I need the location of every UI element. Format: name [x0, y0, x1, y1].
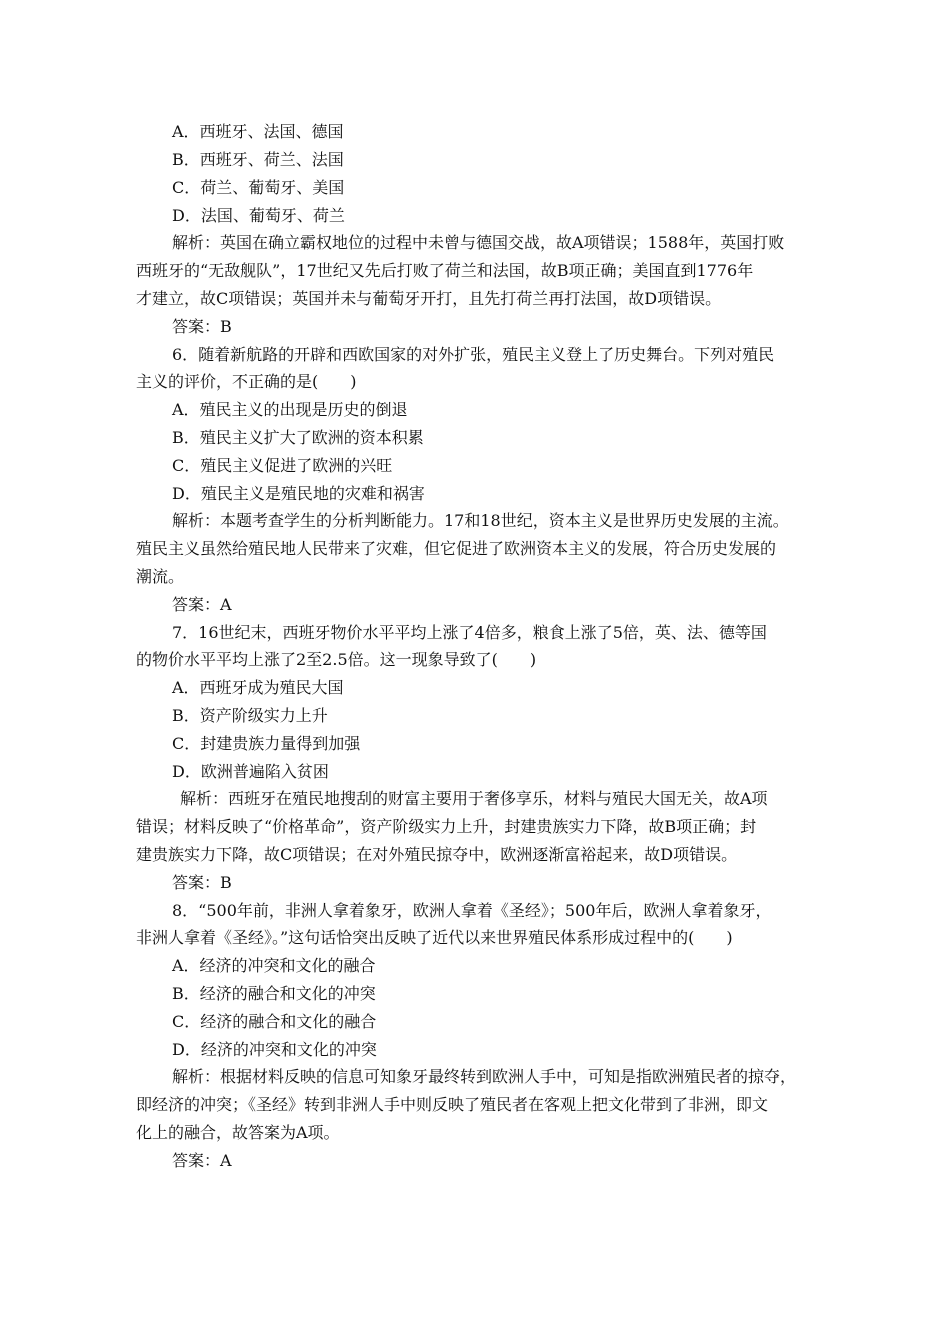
q8-stem-line-1: 8．“500年前，非洲人拿着象牙，欧洲人拿着《圣经》；500年后，欧洲人拿着象牙， — [172, 901, 772, 920]
q8-analysis-line-1: 解析：根据材料反映的信息可知象牙最终转到欧洲人手中，可知是指欧洲殖民者的掠夺， — [172, 1067, 797, 1086]
q6-option-b: B．殖民主义扩大了欧洲的资本积累 — [172, 428, 424, 447]
q5-option-a: A．西班牙、法国、德国 — [172, 122, 344, 141]
q5-analysis-line-2: 西班牙的“无敌舰队”，17世纪又先后打败了荷兰和法国，故B项正确；美国直到1776年 — [136, 261, 754, 280]
q5-option-c: C．荷兰、葡萄牙、美国 — [172, 178, 345, 197]
q7-stem-line-2: 的物价水平平均上涨了2至2.5倍。这一现象导致了( ) — [136, 650, 537, 669]
q5-analysis-line-1: 解析：英国在确立霸权地位的过程中未曾与德国交战，故A项错误；1588年，英国打败 — [172, 233, 785, 252]
q7-option-a: A．西班牙成为殖民大国 — [172, 678, 344, 697]
q8-option-c: C．经济的融合和文化的融合 — [172, 1012, 377, 1031]
q7-option-b: B．资产阶级实力上升 — [172, 706, 328, 725]
q7-analysis-line-3: 建贵族实力下降，故C项错误；在对外殖民掠夺中，欧洲逐渐富裕起来，故D项错误。 — [136, 845, 738, 864]
q7-stem-line-1: 7．16世纪末，西班牙物价水平平均上涨了4倍多，粮食上涨了5倍，英、法、德等国 — [172, 623, 767, 642]
q5-option-d: D．法国、葡萄牙、荷兰 — [172, 206, 345, 225]
q6-stem-line-2: 主义的评价，不正确的是( ) — [136, 372, 357, 391]
q6-option-c: C．殖民主义促进了欧洲的兴旺 — [172, 456, 393, 475]
q8-stem-line-2: 非洲人拿着《圣经》。”这句话恰突出反映了近代以来世界殖民体系形成过程中的( ) — [136, 928, 733, 947]
q5-answer: 答案：B — [172, 317, 232, 336]
q6-answer: 答案：A — [172, 595, 232, 614]
q6-analysis-line-2: 殖民主义虽然给殖民地人民带来了灾难，但它促进了欧洲资本主义的发展，符合历史发展的 — [136, 539, 777, 558]
q8-option-b: B．经济的融合和文化的冲突 — [172, 984, 376, 1003]
q7-analysis-line-1: 解析：西班牙在殖民地搜刮的财富主要用于奢侈享乐，材料与殖民大国无关，故A项 — [180, 789, 768, 808]
q8-answer: 答案：A — [172, 1151, 232, 1170]
q5-option-b: B．西班牙、荷兰、法国 — [172, 150, 344, 169]
q6-option-a: A．殖民主义的出现是历史的倒退 — [172, 400, 408, 419]
q8-analysis-line-3: 化上的融合，故答案为A项。 — [136, 1123, 340, 1142]
q8-analysis-line-2: 即经济的冲突；《圣经》转到非洲人手中则反映了殖民者在客观上把文化带到了非洲，即文 — [136, 1095, 769, 1114]
q7-answer: 答案：B — [172, 873, 232, 892]
q6-stem-line-1: 6．随着新航路的开辟和西欧国家的对外扩张，殖民主义登上了历史舞台。下列对殖民 — [172, 345, 775, 364]
q6-analysis-line-1: 解析：本题考查学生的分析判断能力。17和18世纪，资本主义是世界历史发展的主流。 — [172, 511, 789, 530]
q7-option-c: C．封建贵族力量得到加强 — [172, 734, 361, 753]
q7-analysis-line-2: 错误；材料反映了“价格革命”，资产阶级实力上升，封建贵族实力下降，故B项正确；封 — [136, 817, 757, 836]
q8-option-d: D．经济的冲突和文化的冲突 — [172, 1040, 377, 1059]
q5-analysis-line-3: 才建立，故C项错误；英国并未与葡萄牙开打，且先打荷兰再打法国，故D项错误。 — [136, 289, 722, 308]
q6-option-d: D．殖民主义是殖民地的灾难和祸害 — [172, 484, 425, 503]
q8-option-a: A．经济的冲突和文化的融合 — [172, 956, 376, 975]
q6-analysis-line-3: 潮流。 — [136, 567, 185, 586]
q7-option-d: D．欧洲普遍陷入贫困 — [172, 762, 329, 781]
